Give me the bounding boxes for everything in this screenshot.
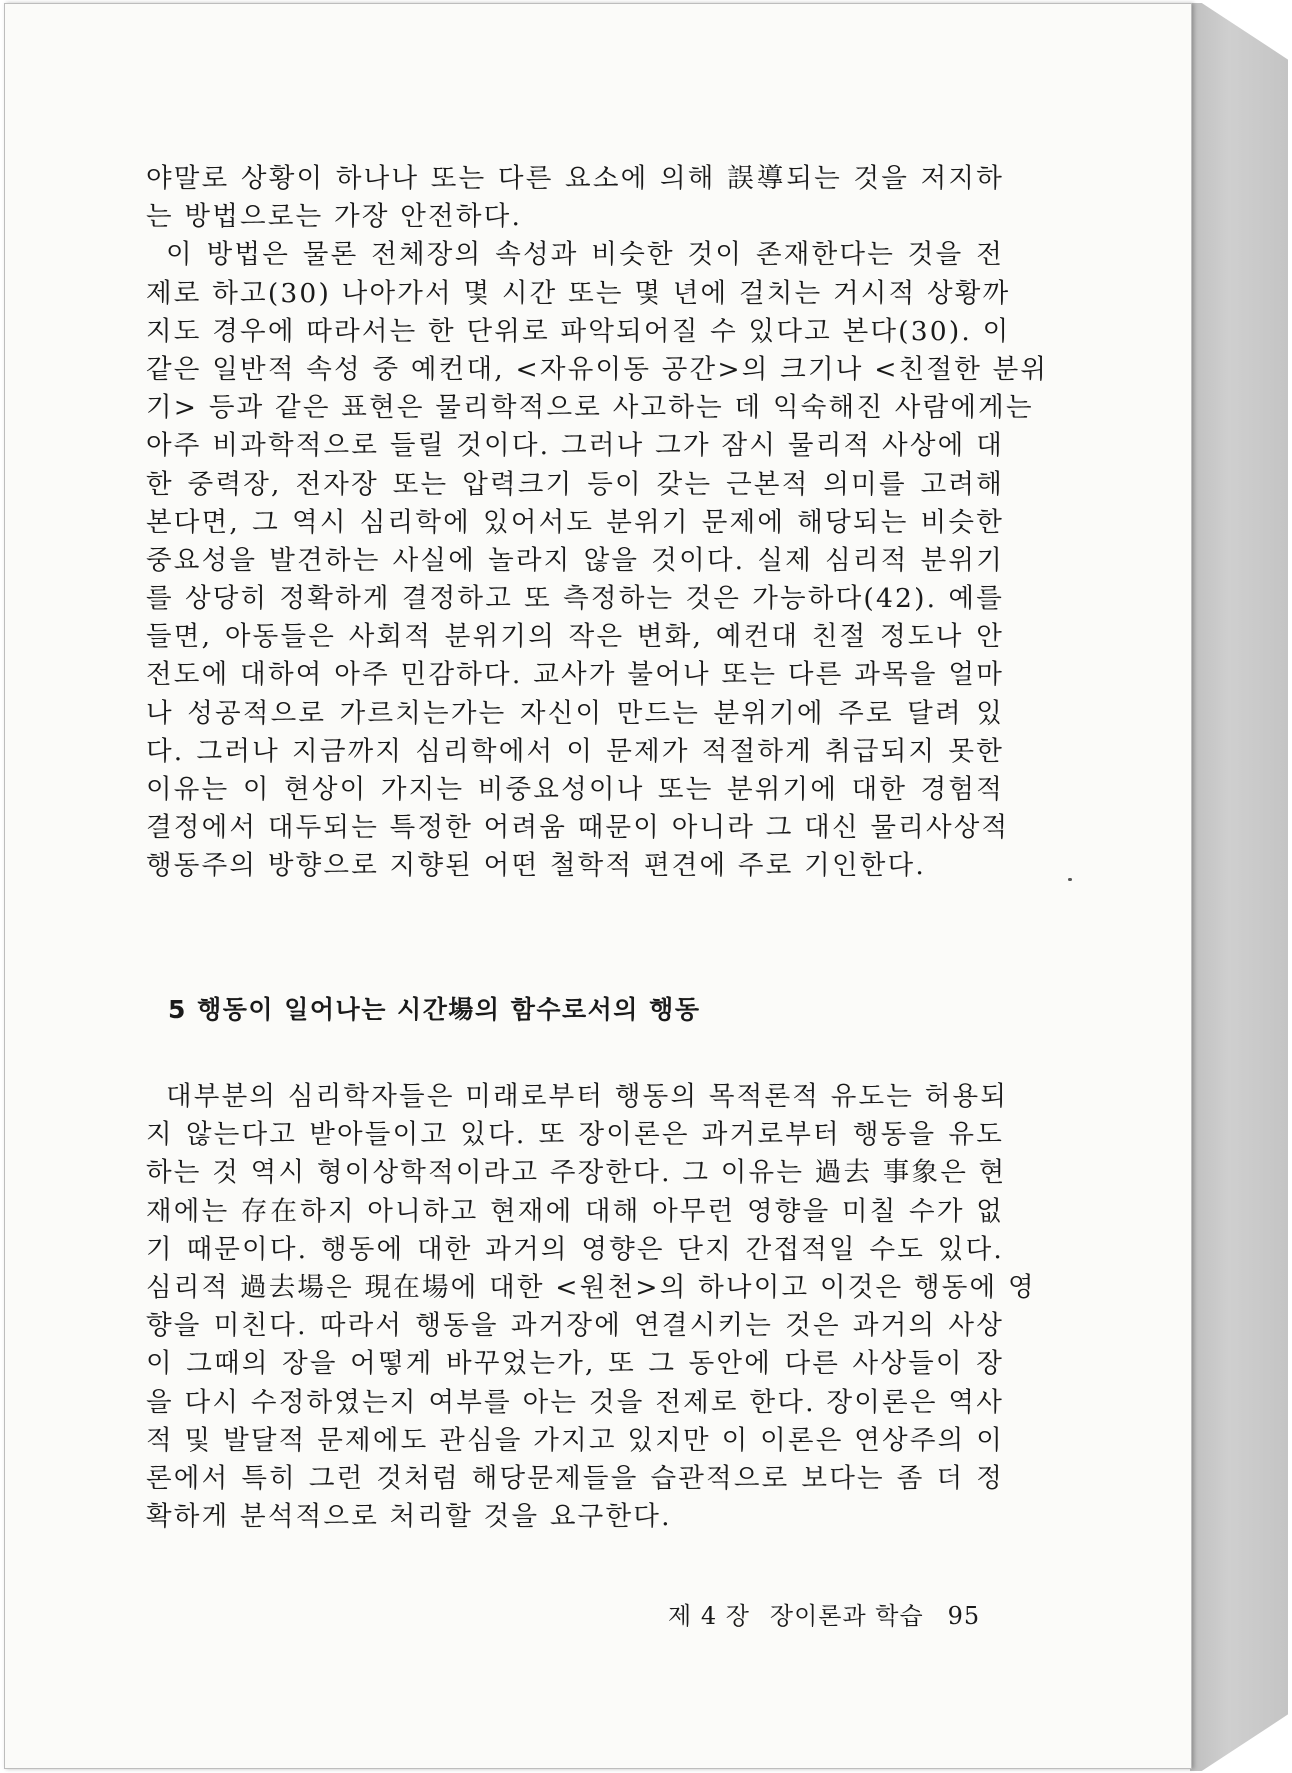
text-line: 하는 것 역시 형이상학적이라고 주장한다. 그 이유는 過去 事象은 현 — [146, 1157, 1007, 1189]
text-line: 를 상당히 정확하게 결정하고 또 측정하는 것은 가능하다(42). 예를 — [146, 583, 1004, 615]
footer-chapter: 제 4 장 — [668, 1602, 750, 1630]
text-line: 이 방법은 물론 전체장의 속성과 비슷한 것이 존재한다는 것을 전 — [166, 239, 1004, 271]
text-line: 나 성공적으로 가르치는가는 자신이 만드는 분위기에 주로 달려 있 — [146, 697, 1004, 729]
text-line: 기> 등과 같은 표현은 물리학적으로 사고하는 데 익숙해진 사람에게는 — [146, 392, 1034, 424]
text-line: 향을 미친다. 따라서 행동을 과거장에 연결시키는 것은 과거의 사상 — [146, 1310, 1004, 1342]
text-line: 기 때문이다. 행동에 대한 과거의 영향은 단지 간접적일 수도 있다. — [146, 1233, 1004, 1265]
section-heading: 5 행동이 일어나는 시간場의 함수로서의 행동 — [168, 995, 701, 1024]
text-line: 심리적 過去場은 現在場에 대한 <원천>의 하나이고 이것은 행동에 영 — [146, 1271, 1036, 1303]
text-line: 이 그때의 장을 어떻게 바꾸었는가, 또 그 동안에 다른 사상들이 장 — [146, 1348, 1004, 1380]
text-line: 론에서 특히 그런 것처럼 해당문제들을 습관적으로 보다는 좀 더 정 — [146, 1462, 1004, 1494]
text-line: 결정에서 대두되는 특정한 어려움 때문이 아니라 그 대신 물리사상적 — [146, 812, 1010, 844]
text-line: 들면, 아동들은 사회적 분위기의 작은 변화, 예컨대 친절 정도나 안 — [146, 621, 1004, 653]
text-line: 행동주의 방향으로 지향된 어떤 철학적 편견에 주로 기인한다. — [146, 850, 926, 882]
text-line: 지도 경우에 따라서는 한 단위로 파악되어질 수 있다고 본다(30). 이 — [146, 315, 1011, 347]
text-line: 본다면, 그 역시 심리학에 있어서도 분위기 문제에 해당되는 비슷한 — [146, 506, 1004, 538]
book-edge — [1190, 3, 1288, 1771]
text-line: 는 방법으로는 가장 안전하다. — [146, 201, 523, 233]
text-line: 같은 일반적 속성 중 예컨대, <자유이동 공간>의 크기나 <친절한 분위 — [146, 353, 1049, 385]
text-line: 대부분의 심리학자들은 미래로부터 행동의 목적론적 유도는 허용되 — [166, 1081, 1009, 1112]
text-line: 아주 비과학적으로 들릴 것이다. 그러나 그가 잠시 물리적 사상에 대 — [146, 430, 1004, 462]
body-text-2 — [146, 1078, 1036, 1536]
text-line: 다. 그러나 지금까지 심리학에서 이 문제가 적절하게 취급되지 못한 — [146, 735, 1004, 767]
text-line: 지 않는다고 받아들이고 있다. 또 장이론은 과거로부터 행동을 유도 — [146, 1119, 1004, 1151]
text-line: 중요성을 발견하는 사실에 놀라지 않을 것이다. 실제 심리적 분위기 — [146, 544, 1004, 576]
text-line: 전도에 대하여 아주 민감하다. 교사가 불어나 또는 다른 과목을 얼마 — [146, 659, 1004, 691]
text-line: 확하게 분석적으로 처리할 것을 요구한다. — [146, 1501, 672, 1533]
text-line: 이유는 이 현상이 가지는 비중요성이나 또는 분위기에 대한 경험적 — [146, 774, 1004, 805]
page-number: 95 — [947, 1602, 981, 1630]
scan-speck — [1068, 878, 1072, 881]
text-line: 제로 하고(30) 나아가서 몇 시간 또는 몇 년에 걸치는 거시적 상황까 — [146, 277, 1011, 309]
text-line: 야말로 상황이 하나나 또는 다른 요소에 의해 誤導되는 것을 저지하 — [146, 163, 1004, 194]
text-line: 한 중력장, 전자장 또는 압력크기 등이 갖는 근본적 의미를 고려해 — [146, 468, 1004, 500]
text-line: 을 다시 수정하였는지 여부를 아는 것을 전제로 한다. 장이론은 역사 — [146, 1386, 1004, 1418]
page-footer — [668, 1600, 980, 1632]
text-line: 적 및 발달적 문제에도 관심을 가지고 있지만 이 이론은 연상주의 이 — [146, 1424, 1004, 1456]
footer-title: 장이론과 학습 — [769, 1602, 924, 1630]
text-line: 재에는 存在하지 아니하고 현재에 대해 아무런 영향을 미칠 수가 없 — [146, 1195, 1004, 1227]
body-text — [146, 160, 1049, 886]
